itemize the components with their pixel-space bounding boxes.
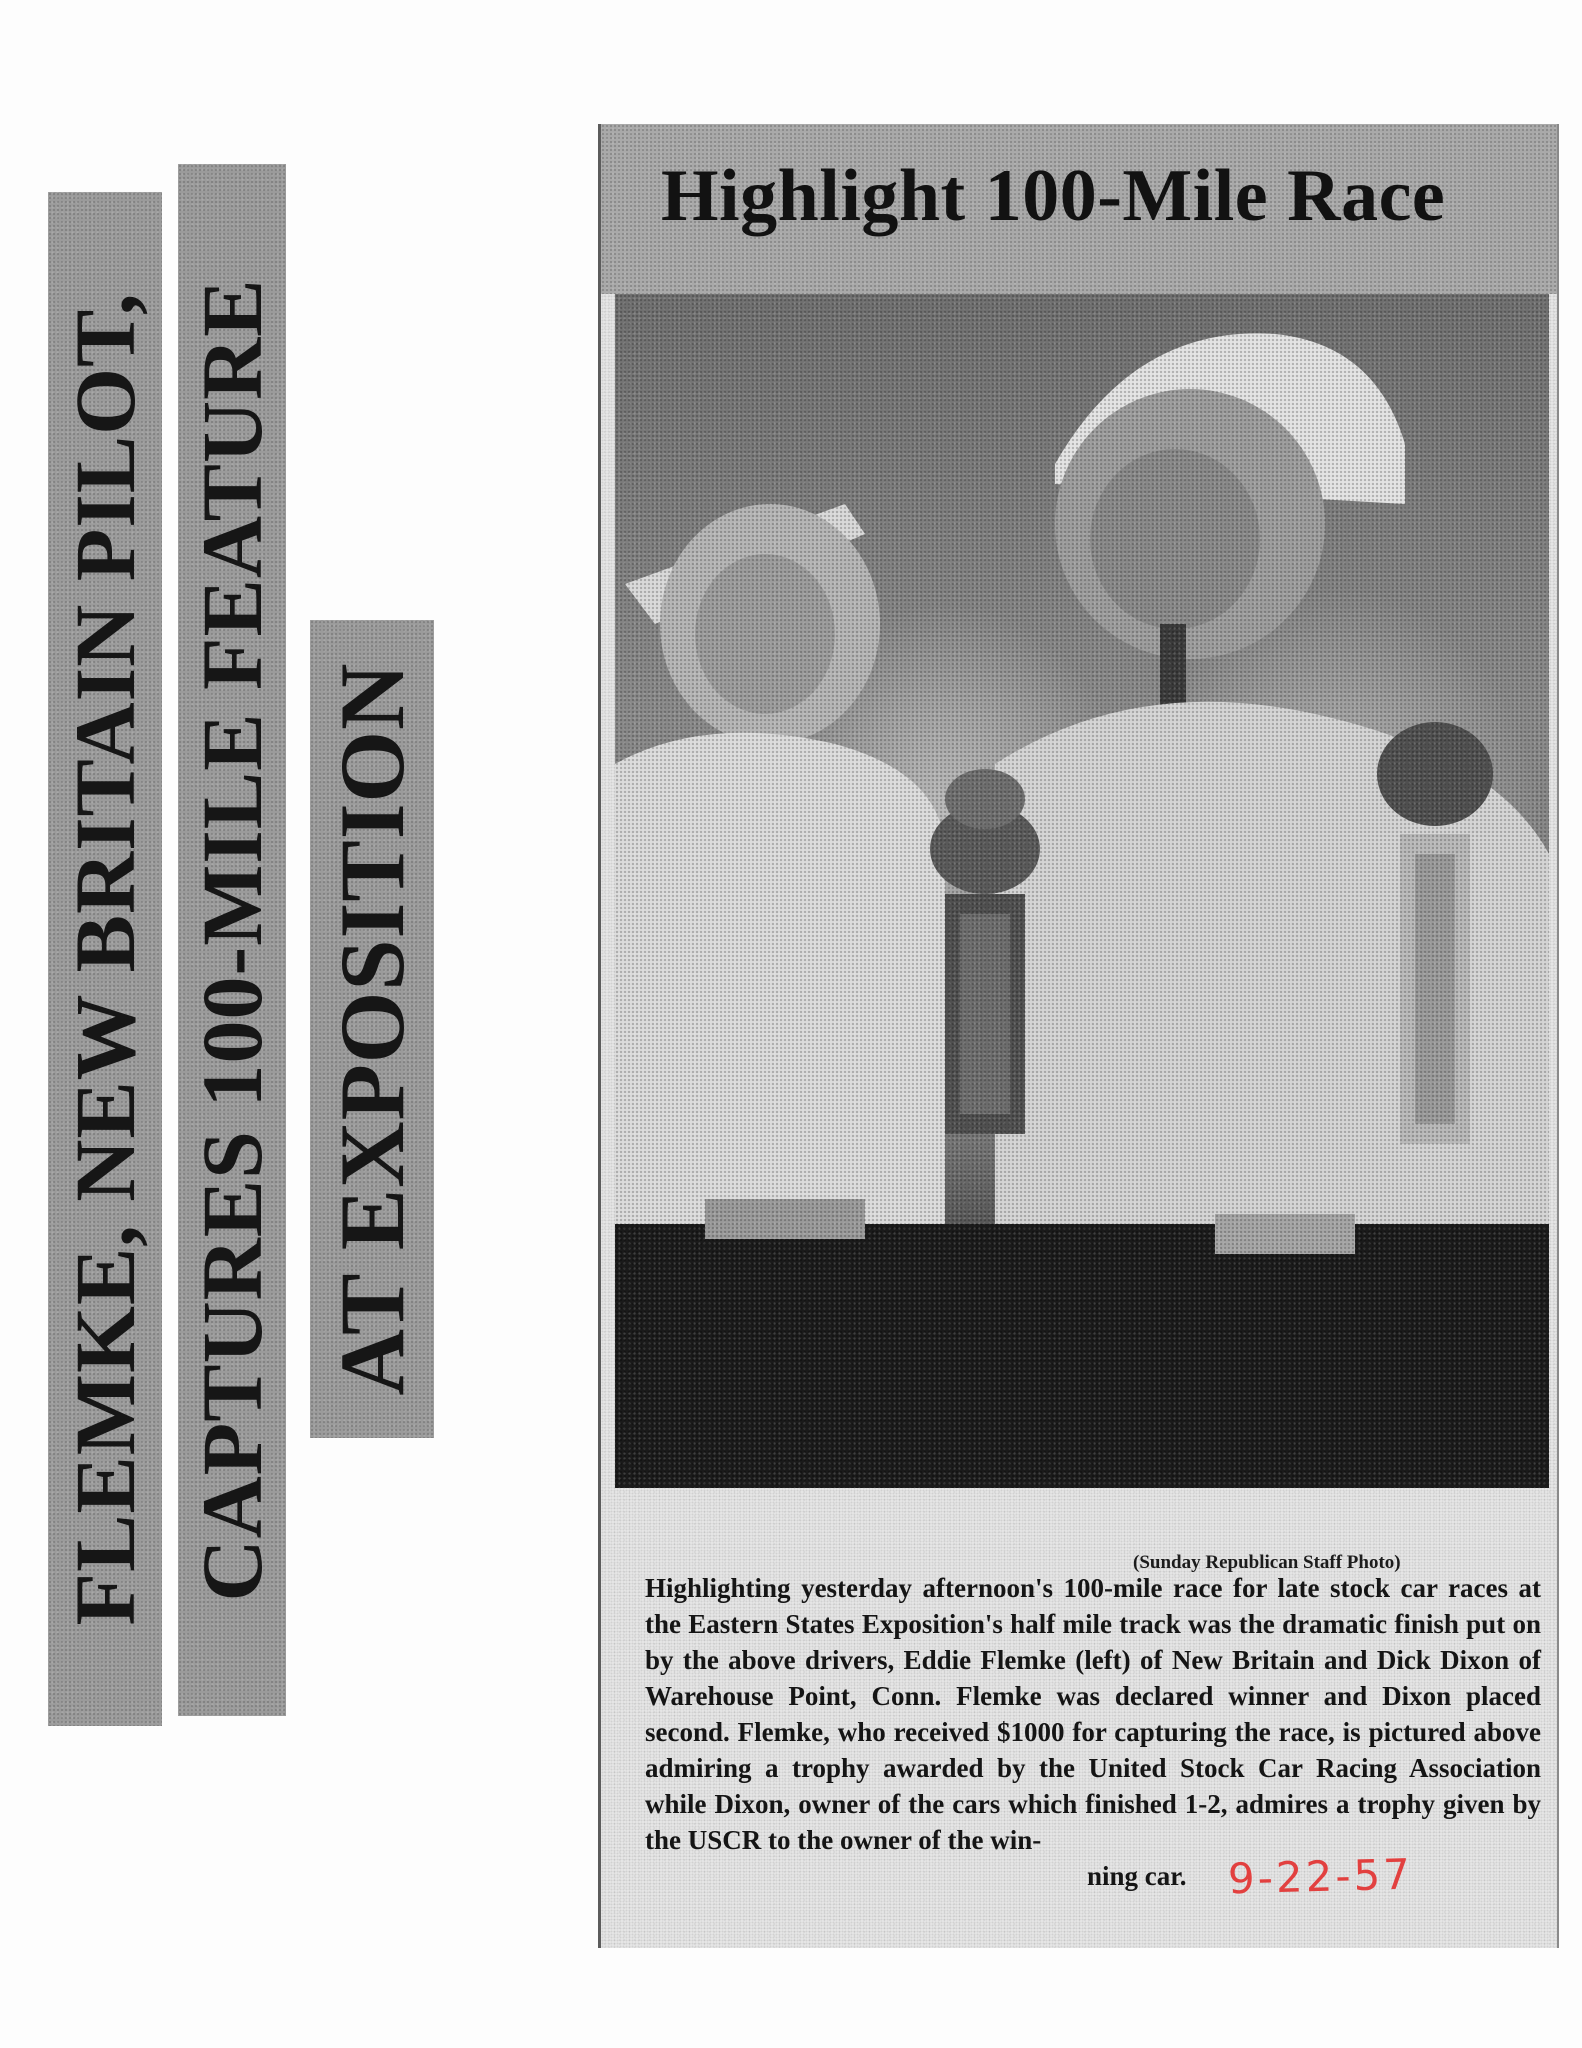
center-trophy-column (945, 894, 1025, 1134)
left-driver-shirt (615, 733, 945, 1244)
photo-credit: (Sunday Republican Staff Photo) (1133, 1552, 1401, 1573)
newspaper-clipping (598, 124, 1559, 1948)
headline-line-1: FLEMKE, NEW BRITAIN PILOT, (57, 292, 153, 1626)
headline-strip-2 (178, 164, 286, 1716)
handwritten-date: 9-22-57 (1227, 1849, 1414, 1904)
right-trophy-cup (1377, 722, 1493, 826)
left-helmet-brim (625, 504, 865, 624)
caption-body: Highlighting yesterday afternoon's 100-mile race for late stock car races at the Eastern States Exposition's half mile track was the dramatic finish put on by the above drivers, Eddie Flemke (left) of New Britain and Dick Dixon of Warehouse Point, Conn. Flemke was declared winner and Dixon placed second. Flemke, who received $1000 for capturing the race, is pictured above admiring a trophy awarded by the United Stock Car Racing Association while Dixon, owner of the cars which finished 1-2, admires a trophy given by the USCR to the owner of the win- (645, 1573, 1541, 1855)
clipping-headline-band (601, 124, 1557, 294)
headline-line-3: AT EXPOSITION (321, 662, 423, 1396)
center-trophy-cup (930, 804, 1040, 894)
right-driver-head (1055, 389, 1325, 659)
chin-strap (1160, 624, 1186, 814)
race-photo (615, 294, 1549, 1488)
right-driver-helmet (1055, 333, 1405, 504)
left-driver-head (660, 504, 880, 744)
right-belt-buckle (1215, 1214, 1355, 1254)
headline-line-2: CAPTURES 100-MILE FEATURE (184, 278, 280, 1602)
right-driver-shirt (995, 702, 1549, 1254)
photo-caption (645, 1570, 1541, 1894)
race-photo-illustration (615, 294, 1549, 1488)
headline-strip-1 (48, 192, 162, 1726)
right-driver-face (1090, 449, 1260, 629)
left-belt-buckle (705, 1199, 865, 1239)
photo-dark-foreground (615, 1224, 1549, 1488)
center-trophy-top (945, 769, 1025, 829)
caption-end: ning car. (1087, 1861, 1187, 1891)
right-trophy-column (1400, 834, 1470, 1144)
clipping-headline: Highlight 100-Mile Race (661, 155, 1446, 237)
headline-strip-3 (310, 620, 434, 1438)
left-driver-face (695, 554, 835, 714)
